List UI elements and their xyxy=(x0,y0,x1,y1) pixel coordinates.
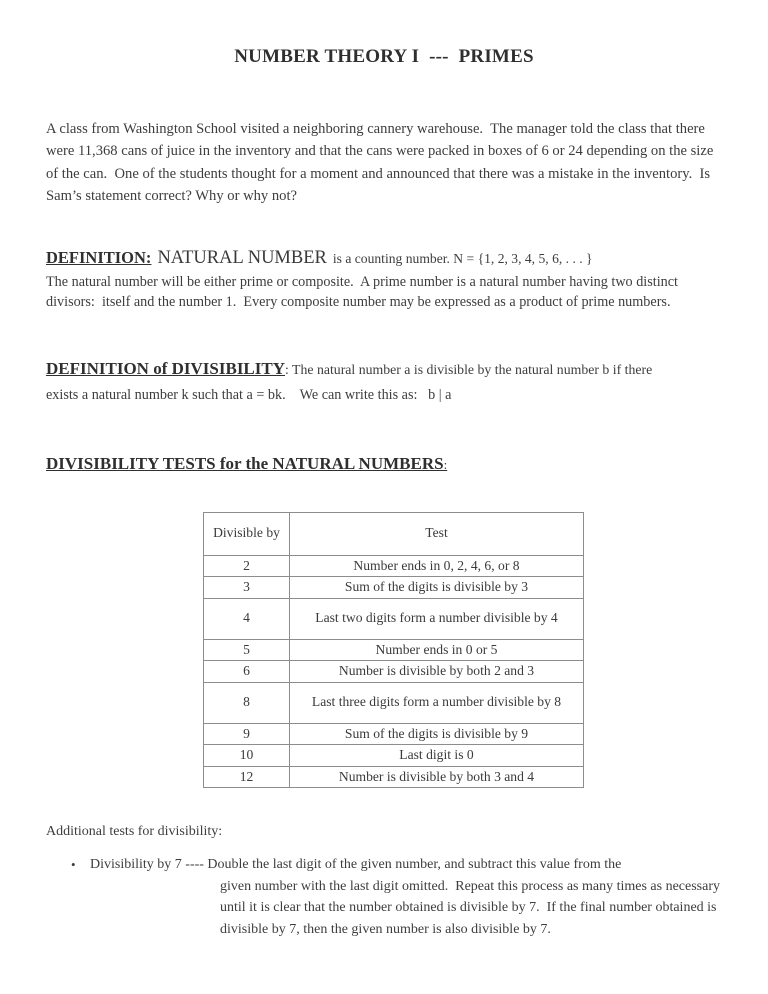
cell-test: Number ends in 0, 2, 4, 6, or 8 xyxy=(290,555,584,577)
table-row xyxy=(204,745,584,767)
table-row xyxy=(204,598,584,639)
cell-divisor: 5 xyxy=(204,639,290,661)
additional-tests-list xyxy=(46,854,722,940)
table-header-test: Test xyxy=(290,512,584,555)
section-heading-divisibility-tests xyxy=(46,454,722,474)
table-row xyxy=(204,766,584,788)
cell-test: Last two digits form a number divisible by 4 xyxy=(290,598,584,639)
cell-divisor: 12 xyxy=(204,766,290,788)
table-header-row xyxy=(204,512,584,555)
definition-tail: is a counting number. N = {1, 2, 3, 4, 5, 6, . . . } xyxy=(332,250,593,266)
bullet-icon: • xyxy=(71,857,76,873)
definition-natural-number-headline xyxy=(46,246,722,271)
definition-label: DEFINITION: xyxy=(46,247,152,267)
divisibility-tests-table xyxy=(203,512,584,789)
cell-divisor: 6 xyxy=(204,661,290,683)
definition-divisibility-label: DEFINITION of DIVISIBILITY xyxy=(46,358,286,378)
cell-divisor: 9 xyxy=(204,723,290,745)
intro-paragraph: A class from Washington School visited a neighboring cannery warehouse. The manager told the class that there were 11,368 cans of juice in the inventory and that the cans were packed in boxes of 6 or 24 depending on the size of the can. One of the students thought for a moment and announced that there was a mistake in the inventory. Is Sam’s statement correct? Why or why not? xyxy=(46,121,717,205)
table-row xyxy=(204,639,584,661)
list-item-rest: given number with the last digit omitted. Repeat this process as many times as necessary until it is clear that the number obtained is divisible by 7. If the final number obtained is divisible by 7, then the given number is also divisible by 7. xyxy=(220,878,724,937)
definition-divisibility-continuation: exists a natural number k such that a = bk. We can write this as: b | a xyxy=(46,386,452,403)
cell-test: Last three digits form a number divisible by 8 xyxy=(290,682,584,723)
cell-test: Number is divisible by both 2 and 3 xyxy=(290,661,584,683)
document-content xyxy=(46,0,722,956)
page-title: NUMBER THEORY I --- PRIMES xyxy=(234,46,534,67)
section-heading-text: DIVISIBILITY TESTS for the NATURAL NUMBERS xyxy=(46,453,444,473)
table-header-divisible-by: Divisible by xyxy=(204,512,290,555)
cell-divisor: 4 xyxy=(204,598,290,639)
cell-divisor: 8 xyxy=(204,682,290,723)
cell-divisor: 10 xyxy=(204,745,290,767)
table-row xyxy=(204,555,584,577)
cell-test: Last digit is 0 xyxy=(290,745,584,767)
definition-term: NATURAL NUMBER xyxy=(157,247,327,268)
section-heading-colon: : xyxy=(443,456,448,472)
table-row xyxy=(204,682,584,723)
table-row xyxy=(204,577,584,599)
list-item-first-line: Divisibility by 7 ---- Double the last digit of the given number, and subtract this value from the xyxy=(90,857,622,873)
cell-divisor: 3 xyxy=(204,577,290,599)
definition-divisibility-inline: : The natural number a is divisible by the natural number b if there xyxy=(285,361,653,377)
definition-divisibility xyxy=(46,357,722,406)
cell-divisor: 2 xyxy=(204,555,290,577)
table-body xyxy=(204,555,584,788)
cell-test: Number ends in 0 or 5 xyxy=(290,639,584,661)
definition-natural-number-body: The natural number will be either prime or composite. A prime number is a natural number having two distinct divisors: itself and the number 1. Every composite number may be expressed as a product of prime numbers. xyxy=(46,273,682,311)
table-head xyxy=(204,512,584,555)
definition-natural-number xyxy=(46,246,722,313)
additional-tests-intro: Additional tests for divisibility: xyxy=(46,824,223,840)
tests-table-wrapper xyxy=(46,512,722,789)
cell-test: Sum of the digits is divisible by 9 xyxy=(290,723,584,745)
cell-test: Number is divisible by both 3 and 4 xyxy=(290,766,584,788)
definition-divisibility-headline xyxy=(46,357,722,382)
table-row xyxy=(204,723,584,745)
cell-test: Sum of the digits is divisible by 3 xyxy=(290,577,584,599)
list-item xyxy=(46,854,722,940)
table-row xyxy=(204,661,584,683)
